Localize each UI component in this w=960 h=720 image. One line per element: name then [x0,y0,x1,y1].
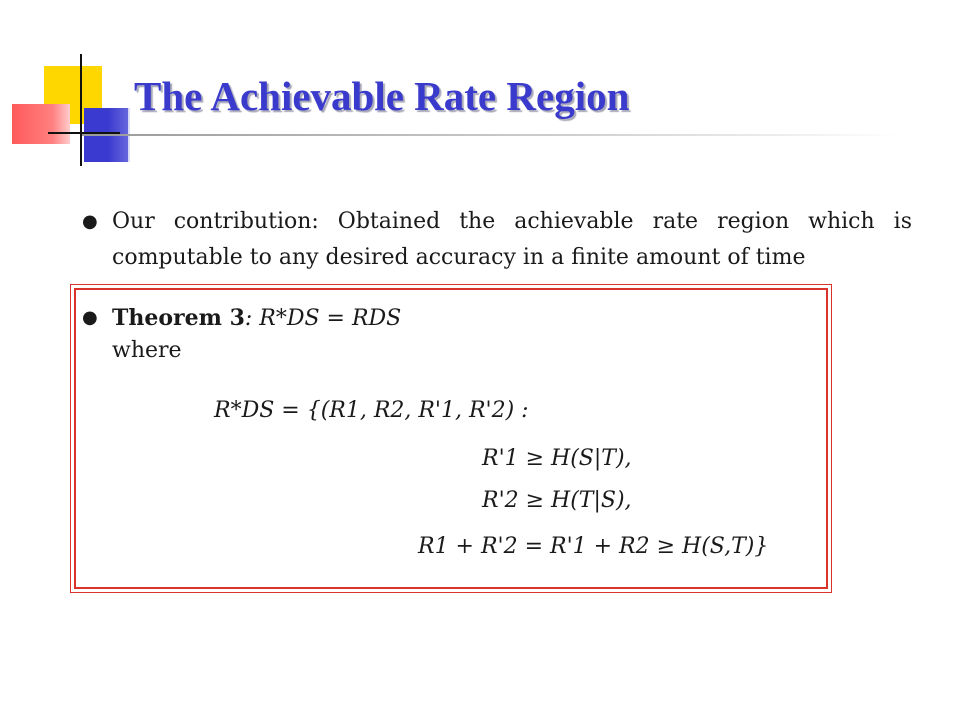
bullet-contribution [82,204,912,276]
theorem-line [112,300,912,337]
decorative-vertical-line [80,54,82,166]
slide-title: The Achievable Rate Region [134,73,630,119]
bullet-theorem [82,300,912,337]
definition-line-4: R1 + R'2 = R'1 + R2 ≥ H(S,T)} [418,534,769,559]
bullet-dot-icon: ● [82,307,98,328]
theorem-statement: : R*DS = RDS [244,306,402,331]
definition-line-3: R'2 ≥ H(T|S), [482,488,632,513]
title-underline [82,134,902,136]
definition-line-1: R*DS = {(R1, R2, R'1, R'2) : [214,398,529,423]
definition-line-2: R'1 ≥ H(S|T), [482,446,632,471]
where-label: where [112,338,182,363]
theorem-label: Theorem 3 [112,305,245,331]
bullet-dot-icon: ● [82,211,98,232]
decorative-red-bar [12,104,70,144]
bullet-text: Our contribution: Obtained the achievable rate region which is computable to any desired accuracy in a finite amount of time [112,209,912,270]
